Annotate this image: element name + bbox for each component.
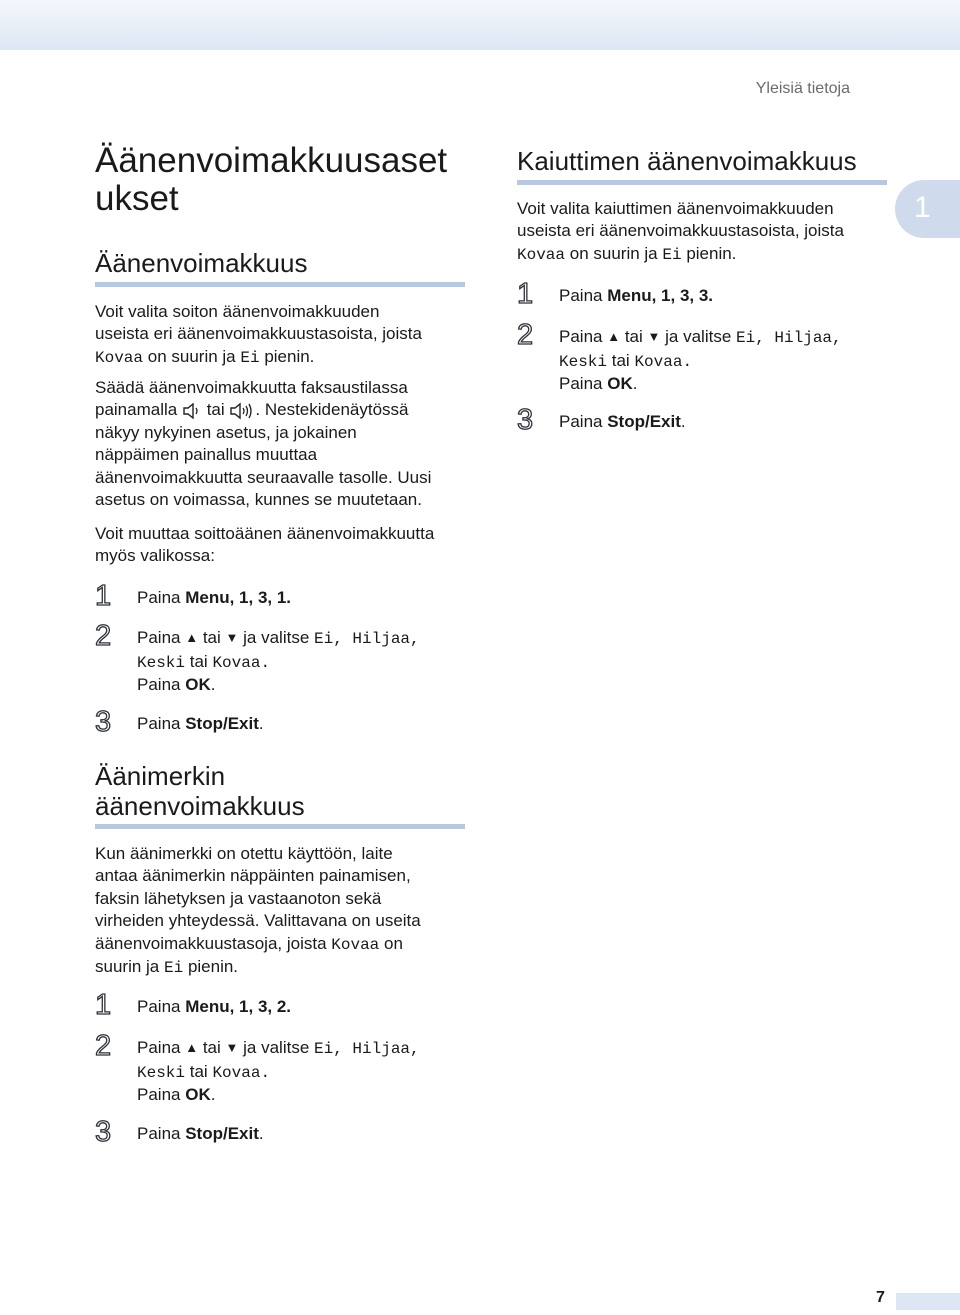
- down-arrow-icon: ▼: [225, 630, 239, 645]
- top-band: [0, 0, 960, 50]
- step-number: 1: [95, 989, 112, 1021]
- ringer-adjust-paragraph: Säädä äänenvoimakkuutta faksaustilassa painamalla tai . Nestekidenäytössä näkyy nykyinen asetus, ja jokainen näppäimen painallus muuttaa äänenvoimakkuutta seuraavalle tasolle. Uusi asetus on voimassa, kunnes se muutetaan.: [95, 378, 432, 510]
- up-arrow-icon: ▲: [607, 329, 621, 344]
- running-header: Yleisiä tietoja: [755, 80, 850, 97]
- chapter-title-line1: Äänenvoimakkuusaset: [95, 141, 448, 180]
- volume-up-icon: [229, 402, 255, 420]
- step-number: 1: [517, 278, 534, 310]
- step-number: 2: [95, 1030, 112, 1062]
- step-number: 1: [95, 580, 112, 612]
- chapter-title-line2: ukset: [95, 179, 179, 218]
- section-rule: [517, 180, 887, 185]
- chapter-tab-number: 1: [914, 191, 931, 224]
- up-arrow-icon: ▲: [185, 1040, 199, 1055]
- page-number: 7: [876, 1289, 885, 1306]
- up-arrow-icon: ▲: [185, 630, 199, 645]
- step-number: 3: [95, 1116, 112, 1148]
- ringer-volume-heading: Äänenvoimakkuus: [95, 248, 308, 278]
- ringer-menu-paragraph: Voit muuttaa soittoäänen äänenvoimakkuutta myös valikossa:: [95, 524, 435, 566]
- section-rule: [95, 282, 465, 287]
- chapter-tab: [895, 180, 960, 238]
- down-arrow-icon: ▼: [225, 1040, 239, 1055]
- speaker-paragraph: Voit valita kaiuttimen äänenvoimakkuuden useista eri äänenvoimakkuustasoista, joista Kovaa on suurin ja Ei pienin.: [517, 199, 844, 264]
- ringer-intro: Voit valita soiton äänenvoimakkuuden useista eri äänenvoimakkuustasoista, joista Kovaa on suurin ja Ei pienin.: [95, 302, 422, 367]
- beeper-paragraph: Kun äänimerkki on otettu käyttöön, laite antaa äänimerkin näppäinten painamisen, faksin lähetyksen ja vastaanoton sekä virheiden yhteydessä. Valittavana on useita äänenvoimakkuustasoja, joista Kovaa on suurin ja Ei pienin.: [95, 844, 421, 978]
- step-number: 3: [517, 404, 534, 436]
- step-number: 2: [517, 319, 534, 351]
- volume-down-icon: [182, 403, 202, 419]
- step-number: 2: [95, 620, 112, 652]
- chapter-title: [95, 142, 475, 218]
- step-number: 3: [95, 706, 112, 738]
- down-arrow-icon: ▼: [647, 329, 661, 344]
- beeper-volume-heading: Äänimerkin äänenvoimakkuus: [95, 761, 305, 821]
- page-number-band: [896, 1293, 960, 1310]
- section-rule: [95, 824, 465, 829]
- speaker-volume-heading: Kaiuttimen äänenvoimakkuus: [517, 146, 857, 176]
